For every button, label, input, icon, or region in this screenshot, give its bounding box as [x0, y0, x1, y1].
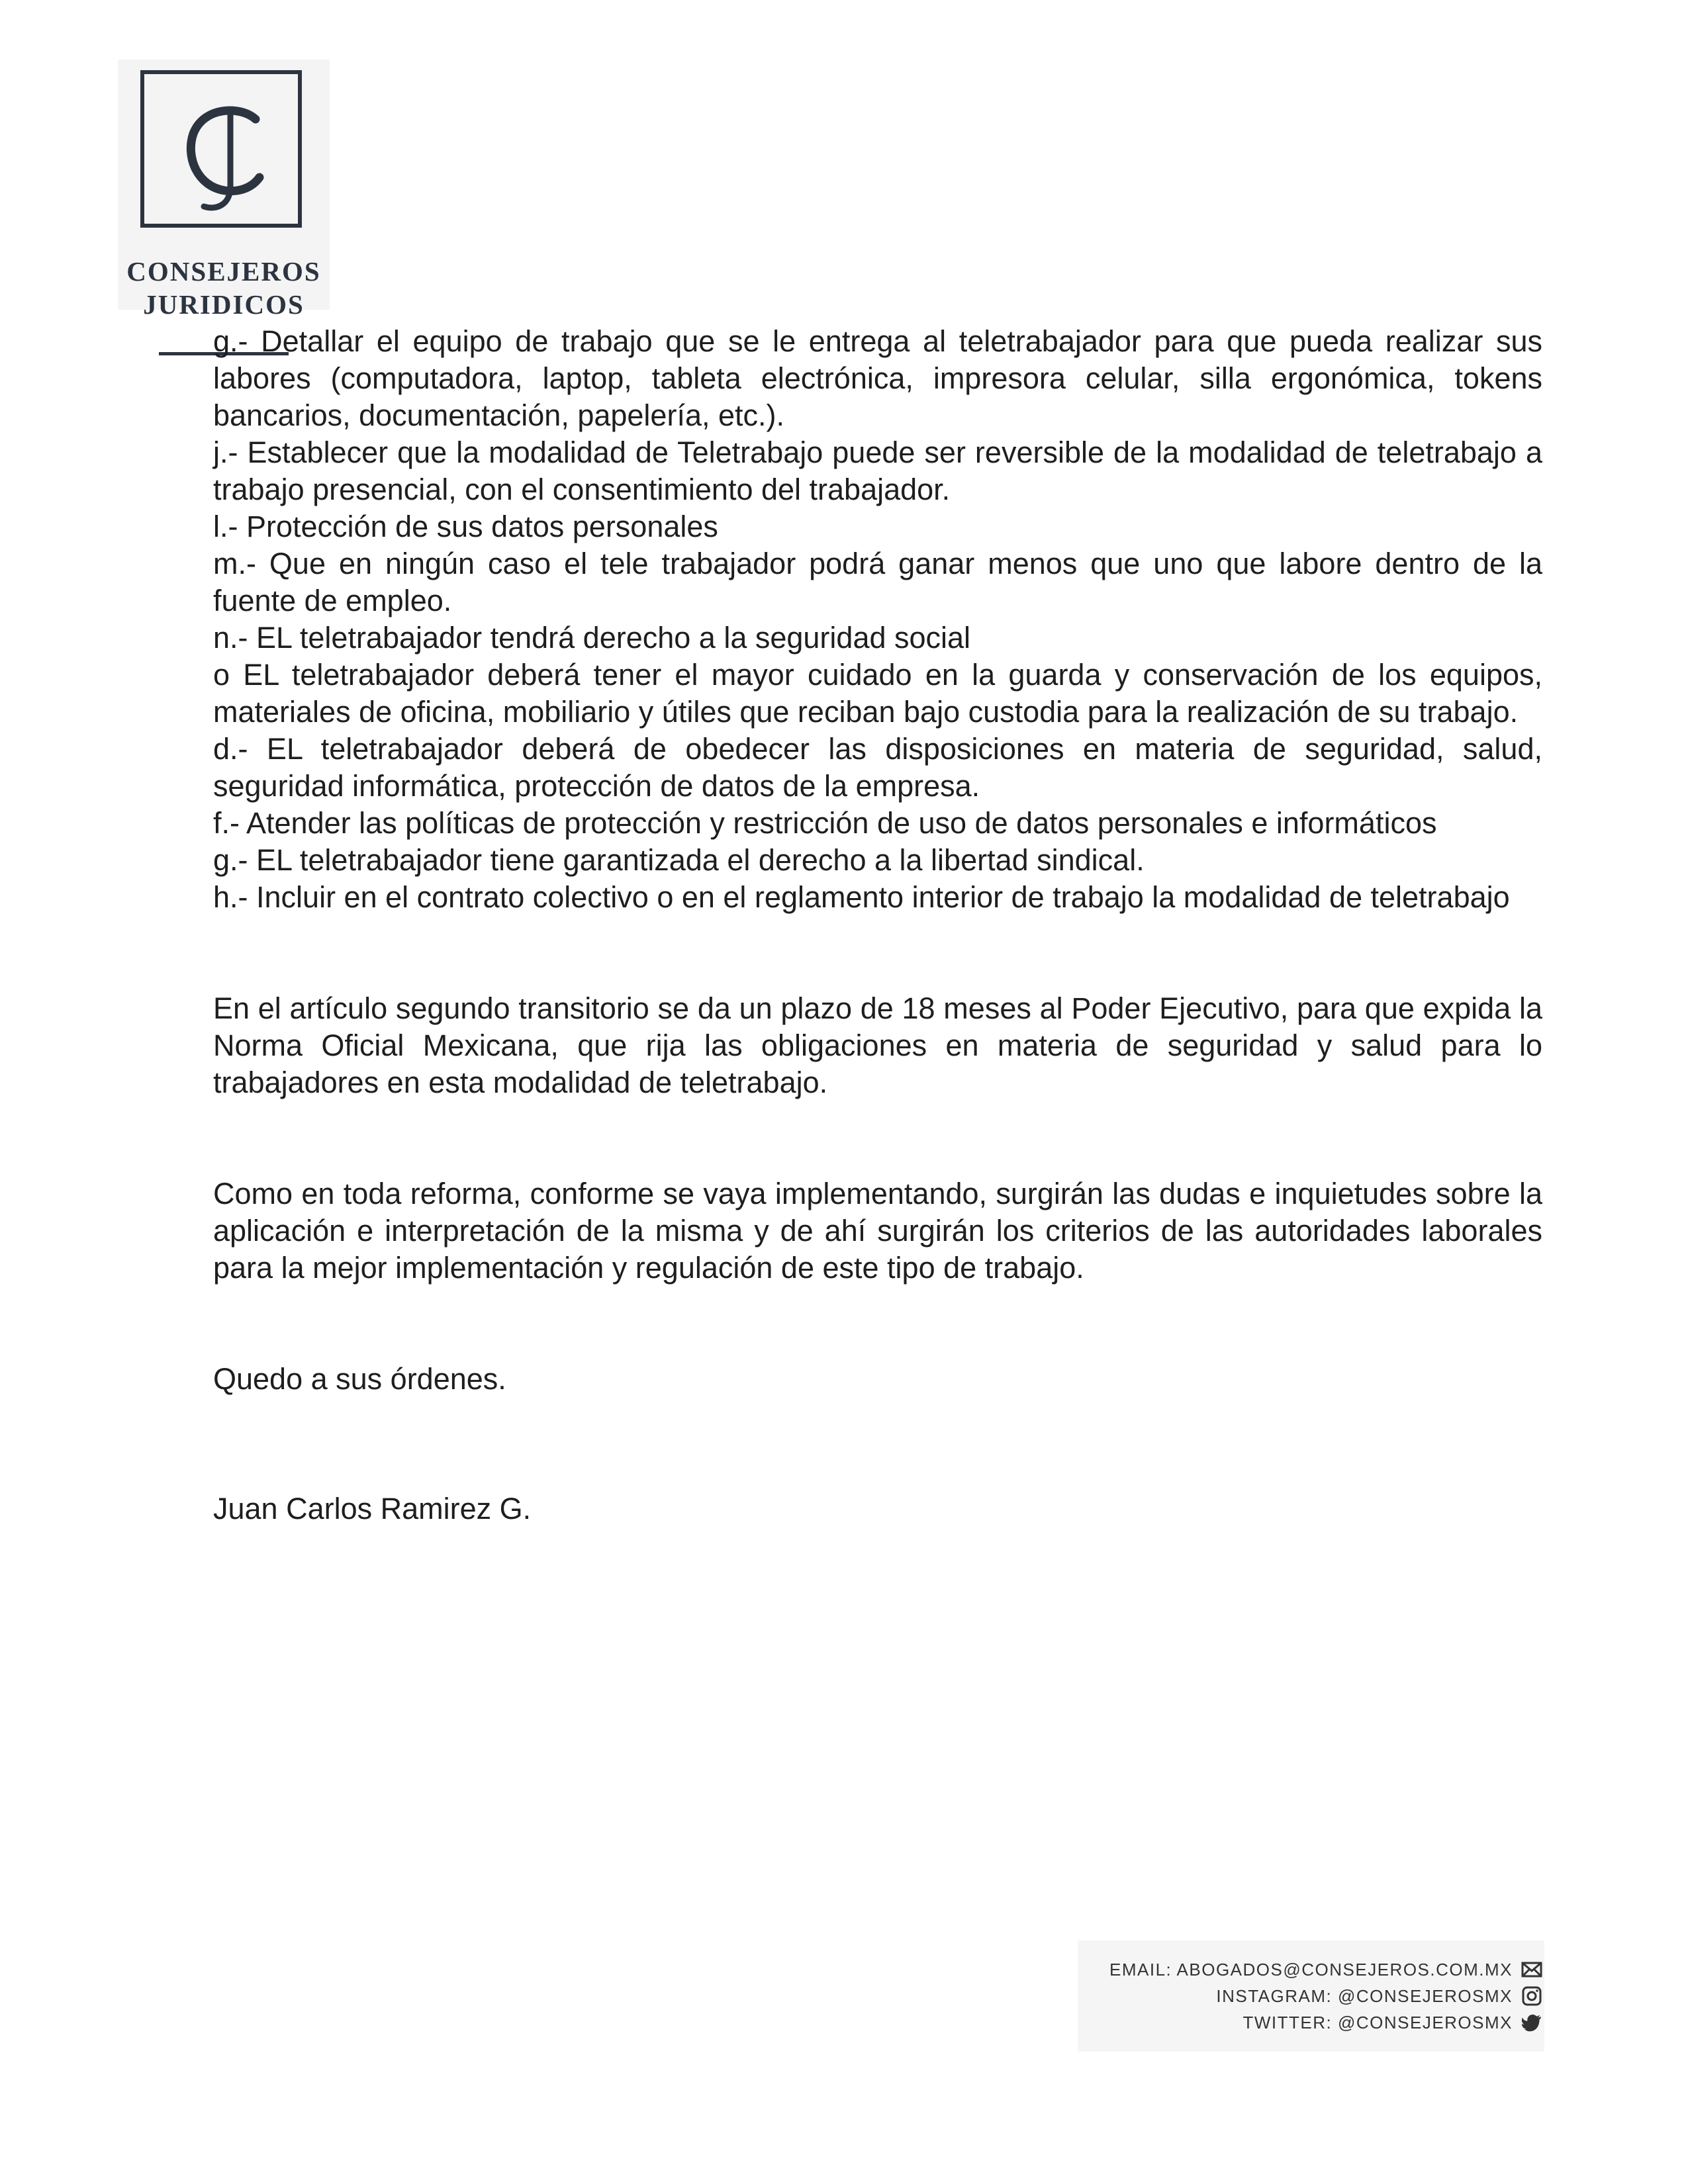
logo-name-line2: JURIDICOS	[143, 289, 305, 320]
list-item: n.- EL teletrabajador tendrá derecho a la seguridad social	[213, 621, 971, 655]
logo-name-line1: CONSEJEROS	[126, 256, 321, 287]
contact-instagram[interactable]	[1216, 1983, 1513, 2009]
contact-instagram-text: INSTAGRAM: @CONSEJEROSMX	[1216, 1985, 1513, 2006]
list-item: d.- EL teletrabajador deberá de obedecer las disposiciones en materia de seguridad, salud, seguridad informática, protección de datos de la empresa.	[213, 732, 1542, 803]
logo-monogram	[156, 94, 295, 213]
spacer	[213, 1287, 1542, 1361]
paragraph-transitorio: En el artículo segundo transitorio se da un plazo de 18 meses al Poder Ejecutivo, para que expida la Norma Oficial Mexicana, que rija las obligaciones en materia de seguridad y salud para lo trabajadores en esta modalidad de teletrabajo.	[213, 991, 1542, 1099]
instagram-icon	[1521, 1985, 1543, 2007]
contact-twitter[interactable]	[1243, 2009, 1513, 2036]
twitter-bird-icon	[1521, 2011, 1543, 2034]
list-item: j.- Establecer que la modalidad de Teletrabajo puede ser reversible de la modalidad de teletrabajo a trabajo presencial, con el consentimiento del trabajador.	[213, 435, 1542, 506]
list-item: f.- Atender las políticas de protección y restricción de uso de datos personales e informáticos	[213, 806, 1437, 840]
list-item: m.- Que en ningún caso el tele trabajador podrá ganar menos que uno que labore dentro de la fuente de empleo.	[213, 547, 1542, 617]
paragraph-reforma: Como en toda reforma, conforme se vaya implementando, surgirán las dudas e inquietudes sobre la aplicación e interpretación de la misma y de ahí surgirán los criterios de las autoridades laborales para la mejor implementación y regulación de este tipo de trabajo.	[213, 1177, 1542, 1285]
contact-footer	[1078, 1940, 1544, 2052]
logo-frame	[140, 70, 302, 228]
spacer	[213, 1101, 1542, 1175]
closing-line: Quedo a sus órdenes.	[213, 1362, 506, 1396]
document-body	[213, 323, 1542, 1527]
envelope-icon	[1521, 1958, 1543, 1981]
contact-email[interactable]	[1109, 1956, 1513, 1983]
spacer	[213, 1398, 1542, 1490]
contact-email-text: EMAIL: ABOGADOS@CONSEJEROS.COM.MX	[1109, 1959, 1513, 1979]
list-item: o EL teletrabajador deberá tener el mayor cuidado en la guarda y conservación de los equipos, materiales de oficina, mobiliario y útiles que reciban bajo custodia para la realización de su trabajo.	[213, 658, 1542, 729]
signature: Juan Carlos Ramirez G.	[213, 1492, 532, 1525]
spacer	[213, 916, 1542, 990]
list-item: h.- Incluir en el contrato colectivo o en el reglamento interior de trabajo la modalidad de teletrabajo	[213, 880, 1510, 914]
logo	[118, 60, 330, 320]
contact-twitter-text: TWITTER: @CONSEJEROSMX	[1243, 2012, 1513, 2032]
list-item: g.- EL teletrabajador tiene garantizada el derecho a la libertad sindical.	[213, 843, 1145, 877]
list-item: l.- Protección de sus datos personales	[213, 510, 718, 543]
list-item: g.- Detallar el equipo de trabajo que se le entrega al teletrabajador para que pueda realizar sus labores (computadora, laptop, tableta electrónica, impresora celular, silla ergonómica, tokens bancarios, documentación, papelería, etc.).	[213, 324, 1542, 432]
